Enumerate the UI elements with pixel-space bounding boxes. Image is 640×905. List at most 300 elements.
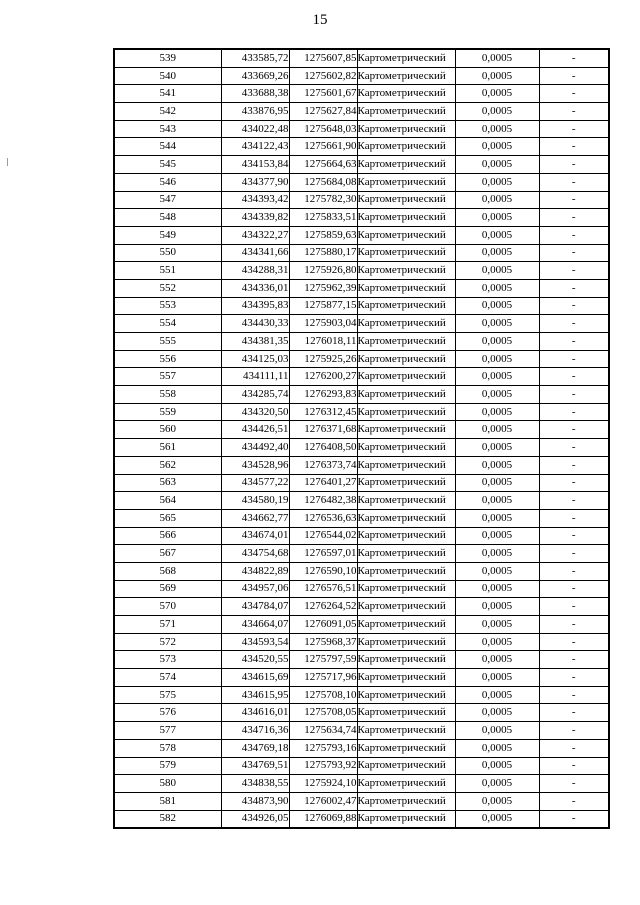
method-cell: Картометрический [357,775,455,793]
y-coordinate-cell: 1275926,80 [289,262,357,280]
y-coordinate-cell: 1275661,90 [289,138,357,156]
accuracy-cell: 0,0005 [455,669,539,687]
y-coordinate-cell: 1276590,10 [289,562,357,580]
x-coordinate-cell: 434153,84 [221,156,289,174]
note-cell: - [539,279,609,297]
x-coordinate-cell: 434288,31 [221,262,289,280]
method-cell: Картометрический [357,562,455,580]
x-coordinate-cell: 433688,38 [221,85,289,103]
accuracy-cell: 0,0005 [455,156,539,174]
accuracy-cell: 0,0005 [455,580,539,598]
note-cell: - [539,527,609,545]
table-row [114,810,609,828]
accuracy-cell: 0,0005 [455,492,539,510]
point-number-cell: 562 [114,456,221,474]
point-number-cell: 577 [114,722,221,740]
y-coordinate-cell: 1275708,05 [289,704,357,722]
method-cell: Картометрический [357,669,455,687]
x-coordinate-cell: 434873,90 [221,792,289,810]
method-cell: Картометрический [357,792,455,810]
table-row [114,757,609,775]
y-coordinate-cell: 1275880,17 [289,244,357,262]
method-cell: Картометрический [357,686,455,704]
y-coordinate-cell: 1275925,26 [289,350,357,368]
y-coordinate-cell: 1275602,82 [289,67,357,85]
point-number-cell: 572 [114,633,221,651]
point-number-cell: 551 [114,262,221,280]
table-row [114,669,609,687]
table-row [114,722,609,740]
y-coordinate-cell: 1275717,96 [289,669,357,687]
accuracy-cell: 0,0005 [455,616,539,634]
method-cell: Картометрический [357,757,455,775]
method-cell: Картометрический [357,315,455,333]
y-coordinate-cell: 1275793,92 [289,757,357,775]
table-row [114,792,609,810]
table-row [114,368,609,386]
x-coordinate-cell: 434664,07 [221,616,289,634]
table-row [114,333,609,351]
point-number-cell: 542 [114,103,221,121]
note-cell: - [539,439,609,457]
x-coordinate-cell: 434580,19 [221,492,289,510]
note-cell: - [539,792,609,810]
point-number-cell: 540 [114,67,221,85]
table-row [114,562,609,580]
accuracy-cell: 0,0005 [455,120,539,138]
note-cell: - [539,545,609,563]
accuracy-cell: 0,0005 [455,262,539,280]
note-cell: - [539,333,609,351]
point-number-cell: 579 [114,757,221,775]
point-number-cell: 554 [114,315,221,333]
accuracy-cell: 0,0005 [455,297,539,315]
point-number-cell: 545 [114,156,221,174]
x-coordinate-cell: 434341,66 [221,244,289,262]
method-cell: Картометрический [357,403,455,421]
accuracy-cell: 0,0005 [455,456,539,474]
point-number-cell: 567 [114,545,221,563]
table-row [114,509,609,527]
point-number-cell: 563 [114,474,221,492]
y-coordinate-cell: 1276408,50 [289,439,357,457]
method-cell: Картометрический [357,722,455,740]
table-row [114,633,609,651]
point-number-cell: 565 [114,509,221,527]
point-number-cell: 547 [114,191,221,209]
method-cell: Картометрический [357,598,455,616]
table-row [114,580,609,598]
accuracy-cell: 0,0005 [455,67,539,85]
x-coordinate-cell: 434577,22 [221,474,289,492]
point-number-cell: 575 [114,686,221,704]
accuracy-cell: 0,0005 [455,315,539,333]
note-cell: - [539,297,609,315]
table-row [114,739,609,757]
x-coordinate-cell: 434662,77 [221,509,289,527]
note-cell: - [539,633,609,651]
point-number-cell: 582 [114,810,221,828]
x-coordinate-cell: 434322,27 [221,226,289,244]
method-cell: Картометрический [357,226,455,244]
accuracy-cell: 0,0005 [455,545,539,563]
table-row [114,120,609,138]
table-row [114,527,609,545]
y-coordinate-cell: 1275634,74 [289,722,357,740]
accuracy-cell: 0,0005 [455,226,539,244]
note-cell: - [539,651,609,669]
method-cell: Картометрический [357,492,455,510]
note-cell: - [539,704,609,722]
y-coordinate-cell: 1275924,10 [289,775,357,793]
method-cell: Картометрический [357,262,455,280]
accuracy-cell: 0,0005 [455,173,539,191]
accuracy-cell: 0,0005 [455,244,539,262]
note-cell: - [539,757,609,775]
x-coordinate-cell: 433585,72 [221,49,289,67]
method-cell: Картометрический [357,810,455,828]
accuracy-cell: 0,0005 [455,474,539,492]
table-row [114,350,609,368]
table-row [114,775,609,793]
point-number-cell: 550 [114,244,221,262]
y-coordinate-cell: 1276544,02 [289,527,357,545]
point-number-cell: 539 [114,49,221,67]
accuracy-cell: 0,0005 [455,509,539,527]
y-coordinate-cell: 1275962,39 [289,279,357,297]
point-number-cell: 570 [114,598,221,616]
y-coordinate-cell: 1276373,74 [289,456,357,474]
table-row [114,403,609,421]
method-cell: Картометрический [357,279,455,297]
note-cell: - [539,810,609,828]
table-row [114,226,609,244]
accuracy-cell: 0,0005 [455,810,539,828]
y-coordinate-cell: 1276069,88 [289,810,357,828]
note-cell: - [539,67,609,85]
method-cell: Картометрический [357,386,455,404]
y-coordinate-cell: 1275903,04 [289,315,357,333]
method-cell: Картометрический [357,651,455,669]
note-cell: - [539,191,609,209]
note-cell: - [539,492,609,510]
method-cell: Картометрический [357,633,455,651]
note-cell: - [539,350,609,368]
x-coordinate-cell: 433669,26 [221,67,289,85]
table-row [114,85,609,103]
y-coordinate-cell: 1276401,27 [289,474,357,492]
table-row [114,297,609,315]
x-coordinate-cell: 434381,35 [221,333,289,351]
y-coordinate-cell: 1276312,45 [289,403,357,421]
accuracy-cell: 0,0005 [455,403,539,421]
note-cell: - [539,262,609,280]
y-coordinate-cell: 1275664,63 [289,156,357,174]
accuracy-cell: 0,0005 [455,562,539,580]
x-coordinate-cell: 434125,03 [221,350,289,368]
method-cell: Картометрический [357,191,455,209]
accuracy-cell: 0,0005 [455,775,539,793]
table-row [114,598,609,616]
note-cell: - [539,403,609,421]
x-coordinate-cell: 433876,95 [221,103,289,121]
method-cell: Картометрический [357,456,455,474]
method-cell: Картометрический [357,103,455,121]
method-cell: Картометрический [357,85,455,103]
accuracy-cell: 0,0005 [455,704,539,722]
accuracy-cell: 0,0005 [455,686,539,704]
point-number-cell: 581 [114,792,221,810]
point-number-cell: 557 [114,368,221,386]
note-cell: - [539,616,609,634]
x-coordinate-cell: 434111,11 [221,368,289,386]
table-row [114,156,609,174]
accuracy-cell: 0,0005 [455,103,539,121]
table-row [114,209,609,227]
x-coordinate-cell: 434674,01 [221,527,289,545]
note-cell: - [539,138,609,156]
y-coordinate-cell: 1275601,67 [289,85,357,103]
table-row [114,492,609,510]
y-coordinate-cell: 1275648,03 [289,120,357,138]
accuracy-cell: 0,0005 [455,598,539,616]
x-coordinate-cell: 434838,55 [221,775,289,793]
table-row [114,315,609,333]
method-cell: Картометрический [357,67,455,85]
accuracy-cell: 0,0005 [455,138,539,156]
note-cell: - [539,669,609,687]
y-coordinate-cell: 1275797,59 [289,651,357,669]
method-cell: Картометрический [357,173,455,191]
note-cell: - [539,85,609,103]
point-number-cell: 571 [114,616,221,634]
method-cell: Картометрический [357,527,455,545]
table-row [114,173,609,191]
note-cell: - [539,173,609,191]
x-coordinate-cell: 434377,90 [221,173,289,191]
method-cell: Картометрический [357,244,455,262]
accuracy-cell: 0,0005 [455,527,539,545]
method-cell: Картометрический [357,704,455,722]
method-cell: Картометрический [357,333,455,351]
point-number-cell: 552 [114,279,221,297]
accuracy-cell: 0,0005 [455,439,539,457]
table-row [114,545,609,563]
accuracy-cell: 0,0005 [455,386,539,404]
note-cell: - [539,49,609,67]
margin-mark [7,158,8,166]
note-cell: - [539,456,609,474]
x-coordinate-cell: 434336,01 [221,279,289,297]
x-coordinate-cell: 434320,50 [221,403,289,421]
accuracy-cell: 0,0005 [455,209,539,227]
note-cell: - [539,244,609,262]
accuracy-cell: 0,0005 [455,368,539,386]
coordinates-table [113,48,610,829]
accuracy-cell: 0,0005 [455,279,539,297]
method-cell: Картометрический [357,138,455,156]
method-cell: Картометрический [357,421,455,439]
point-number-cell: 543 [114,120,221,138]
method-cell: Картометрический [357,297,455,315]
point-number-cell: 546 [114,173,221,191]
point-number-cell: 564 [114,492,221,510]
table-row [114,279,609,297]
point-number-cell: 578 [114,739,221,757]
table-row [114,49,609,67]
y-coordinate-cell: 1276576,51 [289,580,357,598]
y-coordinate-cell: 1276200,27 [289,368,357,386]
y-coordinate-cell: 1276018,11 [289,333,357,351]
x-coordinate-cell: 434957,06 [221,580,289,598]
accuracy-cell: 0,0005 [455,333,539,351]
x-coordinate-cell: 434769,51 [221,757,289,775]
accuracy-cell: 0,0005 [455,49,539,67]
note-cell: - [539,739,609,757]
note-cell: - [539,598,609,616]
accuracy-cell: 0,0005 [455,633,539,651]
point-number-cell: 566 [114,527,221,545]
note-cell: - [539,120,609,138]
table-row [114,244,609,262]
coordinates-table-body [114,49,609,828]
y-coordinate-cell: 1276482,38 [289,492,357,510]
y-coordinate-cell: 1275607,85 [289,49,357,67]
y-coordinate-cell: 1276091,05 [289,616,357,634]
y-coordinate-cell: 1275782,30 [289,191,357,209]
table-row [114,651,609,669]
x-coordinate-cell: 434430,33 [221,315,289,333]
x-coordinate-cell: 434492,40 [221,439,289,457]
table-row [114,704,609,722]
accuracy-cell: 0,0005 [455,191,539,209]
point-number-cell: 548 [114,209,221,227]
accuracy-cell: 0,0005 [455,85,539,103]
point-number-cell: 555 [114,333,221,351]
x-coordinate-cell: 434615,69 [221,669,289,687]
table-row [114,138,609,156]
point-number-cell: 560 [114,421,221,439]
point-number-cell: 541 [114,85,221,103]
point-number-cell: 559 [114,403,221,421]
y-coordinate-cell: 1276597,01 [289,545,357,563]
table-row [114,191,609,209]
point-number-cell: 574 [114,669,221,687]
table-row [114,456,609,474]
accuracy-cell: 0,0005 [455,421,539,439]
x-coordinate-cell: 434616,01 [221,704,289,722]
y-coordinate-cell: 1275708,10 [289,686,357,704]
method-cell: Картометрический [357,156,455,174]
method-cell: Картометрический [357,350,455,368]
point-number-cell: 549 [114,226,221,244]
method-cell: Картометрический [357,474,455,492]
note-cell: - [539,686,609,704]
table-row [114,67,609,85]
table-row [114,616,609,634]
note-cell: - [539,386,609,404]
method-cell: Картометрический [357,439,455,457]
accuracy-cell: 0,0005 [455,739,539,757]
point-number-cell: 576 [114,704,221,722]
y-coordinate-cell: 1275859,63 [289,226,357,244]
y-coordinate-cell: 1276293,83 [289,386,357,404]
note-cell: - [539,315,609,333]
y-coordinate-cell: 1275627,84 [289,103,357,121]
x-coordinate-cell: 434615,95 [221,686,289,704]
method-cell: Картометрический [357,545,455,563]
method-cell: Картометрический [357,368,455,386]
x-coordinate-cell: 434122,43 [221,138,289,156]
x-coordinate-cell: 434593,54 [221,633,289,651]
table-row [114,439,609,457]
x-coordinate-cell: 434022,48 [221,120,289,138]
accuracy-cell: 0,0005 [455,722,539,740]
point-number-cell: 568 [114,562,221,580]
y-coordinate-cell: 1276536,63 [289,509,357,527]
table-row [114,262,609,280]
note-cell: - [539,580,609,598]
page-number: 15 [312,12,328,28]
y-coordinate-cell: 1275877,15 [289,297,357,315]
method-cell: Картометрический [357,120,455,138]
x-coordinate-cell: 434393,42 [221,191,289,209]
note-cell: - [539,368,609,386]
x-coordinate-cell: 434822,89 [221,562,289,580]
point-number-cell: 544 [114,138,221,156]
x-coordinate-cell: 434754,68 [221,545,289,563]
note-cell: - [539,103,609,121]
accuracy-cell: 0,0005 [455,350,539,368]
x-coordinate-cell: 434395,83 [221,297,289,315]
table-row [114,386,609,404]
x-coordinate-cell: 434926,05 [221,810,289,828]
method-cell: Картометрический [357,616,455,634]
point-number-cell: 580 [114,775,221,793]
note-cell: - [539,509,609,527]
point-number-cell: 556 [114,350,221,368]
table-row [114,103,609,121]
note-cell: - [539,421,609,439]
y-coordinate-cell: 1276371,68 [289,421,357,439]
point-number-cell: 553 [114,297,221,315]
x-coordinate-cell: 434716,36 [221,722,289,740]
table-row [114,421,609,439]
method-cell: Картометрический [357,739,455,757]
y-coordinate-cell: 1275968,37 [289,633,357,651]
point-number-cell: 569 [114,580,221,598]
y-coordinate-cell: 1276264,52 [289,598,357,616]
y-coordinate-cell: 1276002,47 [289,792,357,810]
method-cell: Картометрический [357,509,455,527]
x-coordinate-cell: 434520,55 [221,651,289,669]
accuracy-cell: 0,0005 [455,757,539,775]
note-cell: - [539,722,609,740]
table-row [114,686,609,704]
note-cell: - [539,474,609,492]
point-number-cell: 573 [114,651,221,669]
note-cell: - [539,775,609,793]
table-row [114,474,609,492]
note-cell: - [539,562,609,580]
accuracy-cell: 0,0005 [455,651,539,669]
method-cell: Картометрический [357,49,455,67]
x-coordinate-cell: 434784,07 [221,598,289,616]
x-coordinate-cell: 434339,82 [221,209,289,227]
y-coordinate-cell: 1275684,08 [289,173,357,191]
y-coordinate-cell: 1275833,51 [289,209,357,227]
x-coordinate-cell: 434285,74 [221,386,289,404]
